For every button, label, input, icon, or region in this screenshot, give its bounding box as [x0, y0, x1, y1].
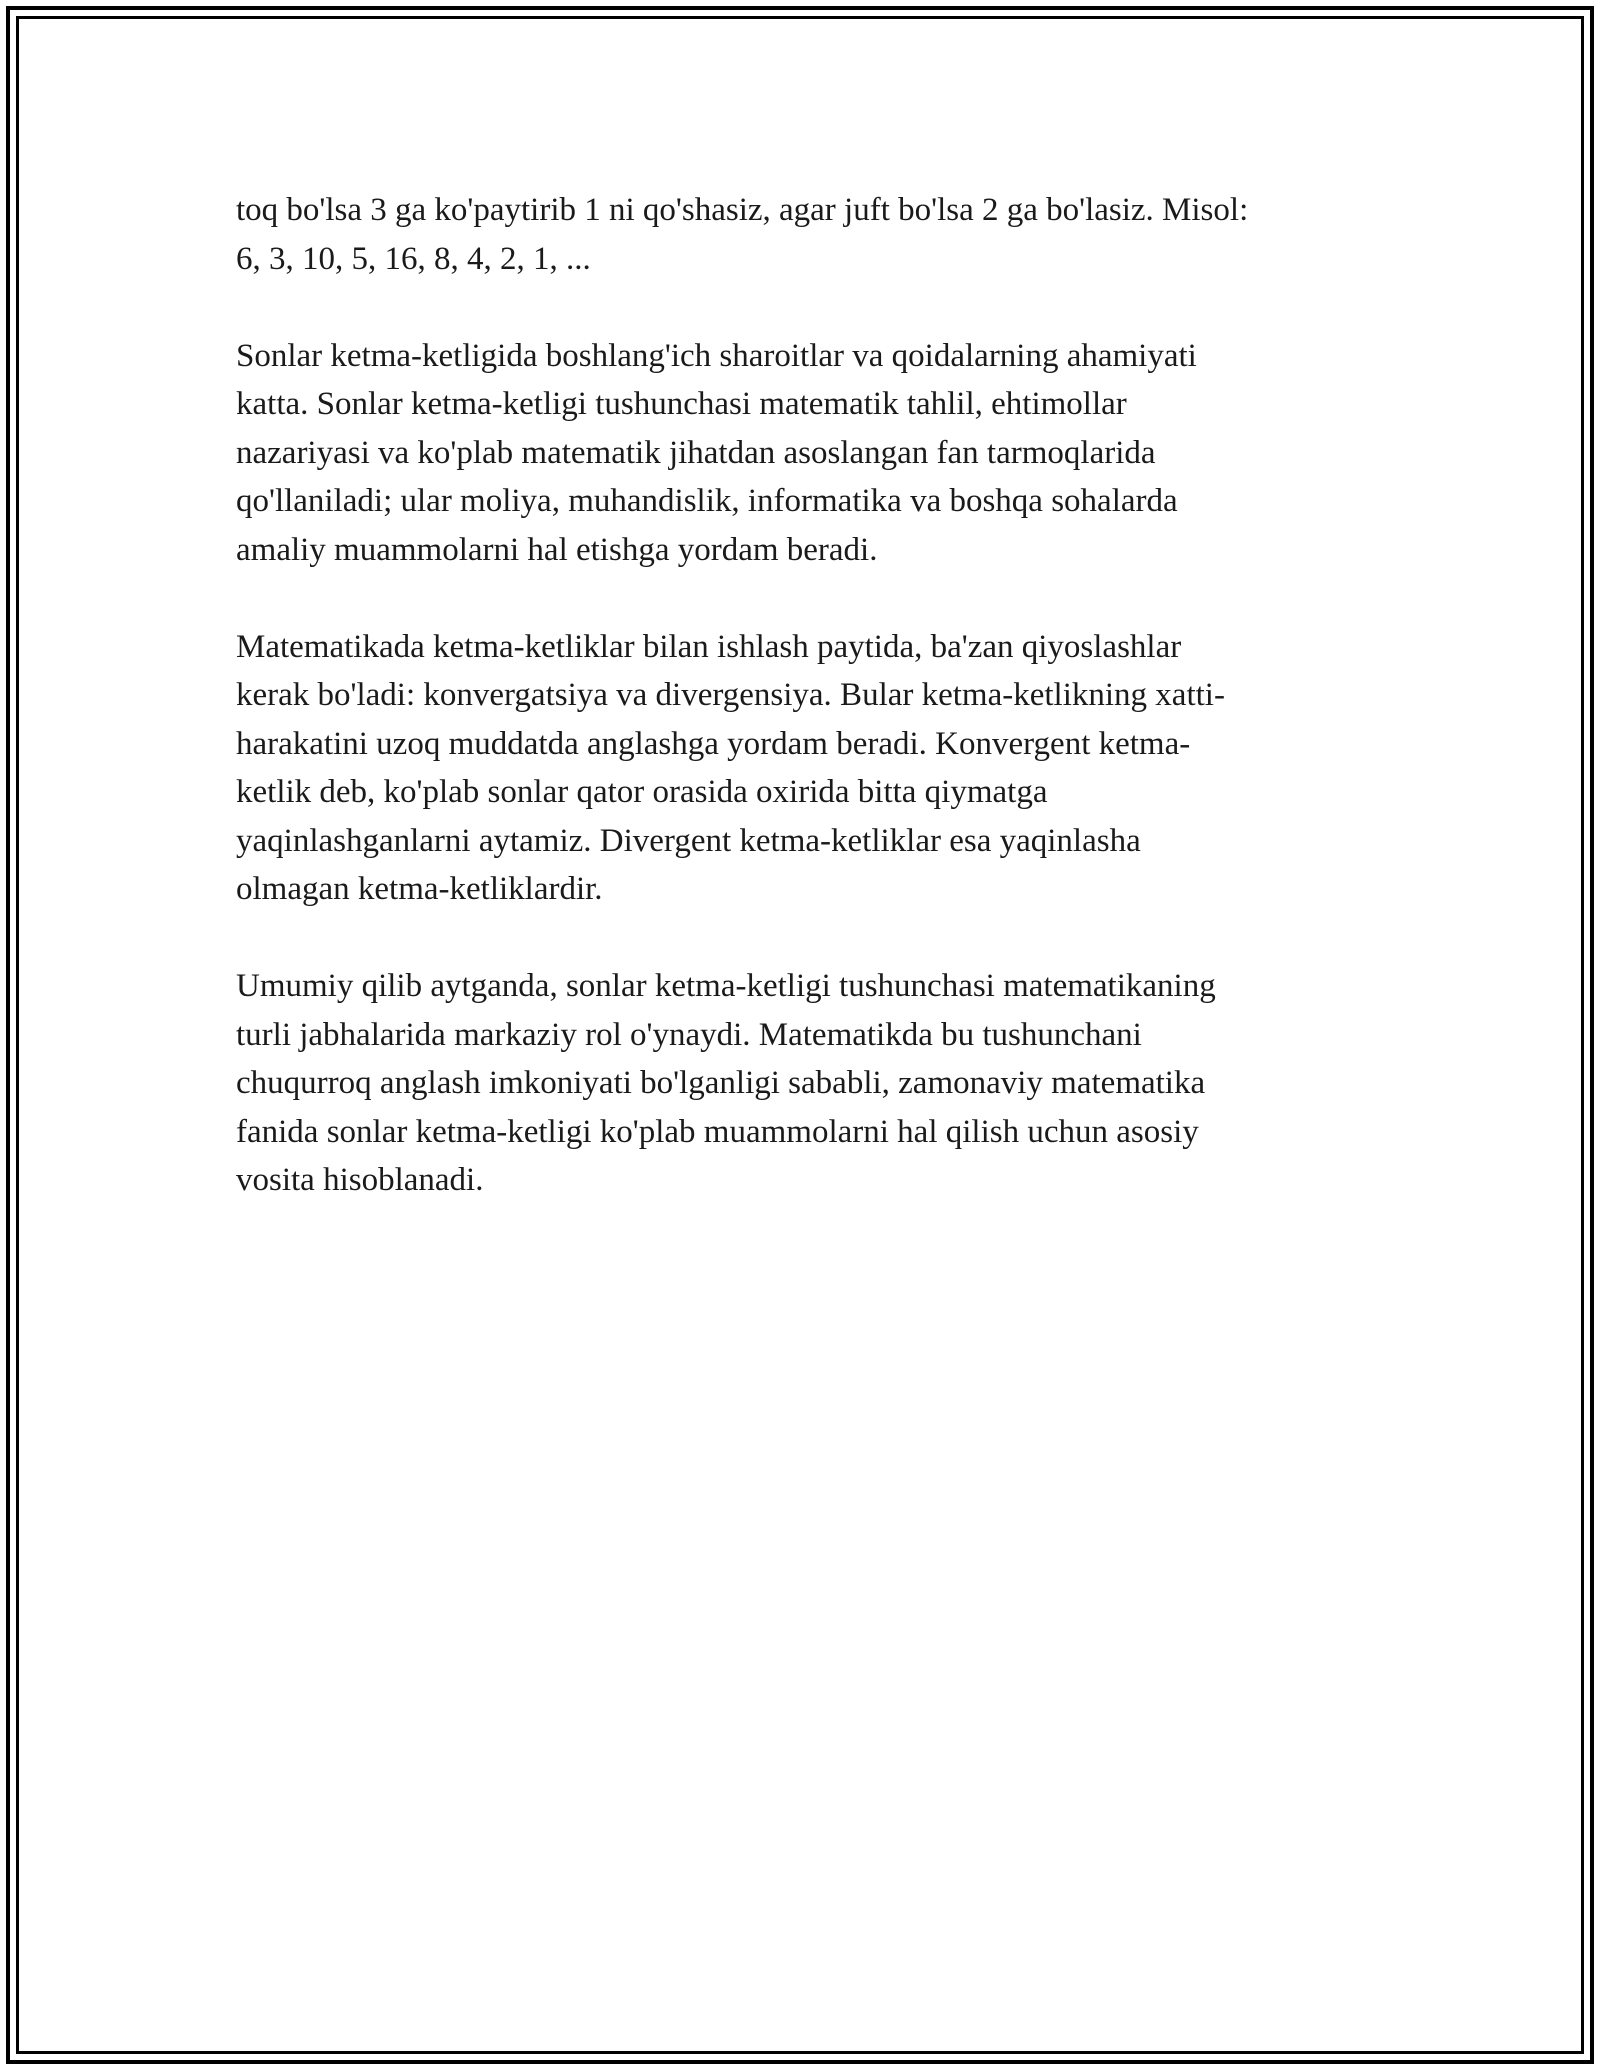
text-line: harakatini uzoq muddatda anglashga yordam beradi. Konvergent ketma- — [236, 725, 1191, 762]
paragraph-3 — [236, 623, 1386, 914]
text-line: amaliy muammolarni hal etishga yordam beradi. — [236, 531, 878, 568]
text-line: kerak bo'ladi: konvergatsiya va divergensiya. Bular ketma-ketlikning xatti- — [236, 677, 1225, 713]
text-line: olmagan ketma-ketliklardir. — [236, 871, 603, 907]
text-line: chuqurroq anglash imkoniyati bo'lganligi sababli, zamonaviy matematika — [236, 1065, 1206, 1101]
text-line: katta. Sonlar ketma-ketligi tushunchasi matematik tahlil, ehtimollar — [236, 386, 1127, 422]
text-line: Umumiy qilib aytganda, sonlar ketma-ketligi tushunchasi matematikaning — [236, 968, 1216, 1004]
text-line: yaqinlashganlarni aytamiz. Divergent ketma-ketliklar esa yaqinlasha — [236, 822, 1141, 859]
paragraph-4 — [236, 962, 1386, 1205]
text-line: toq bo'lsa 3 ga ko'paytirib 1 ni qo'shasiz, agar juft bo'lsa 2 ga bo'lasiz. Misol: — [236, 192, 1249, 228]
text-line: Sonlar ketma-ketligida boshlang'ich sharoitlar va qoidalarning ahamiyati — [236, 337, 1197, 374]
text-line: Matematikada ketma-ketliklar bilan ishlash paytida, ba'zan qiyoslashlar — [236, 628, 1182, 665]
text-line: turli jabhalarida markaziy rol o'ynaydi. Matematikda bu tushunchani — [236, 1016, 1142, 1053]
text-line: 6, 3, 10, 5, 16, 8, 4, 2, 1, ... — [236, 240, 591, 277]
paragraph-2 — [236, 332, 1386, 575]
document-body — [236, 186, 1386, 1205]
text-line: ketlik deb, ko'plab sonlar qator orasida oxirida bitta qiymatga — [236, 774, 1048, 810]
paragraph-1 — [236, 186, 1386, 283]
text-line: qo'llaniladi; ular moliya, muhandislik, informatika va boshqa sohalarda — [236, 483, 1178, 519]
text-line: nazariyasi va ko'plab matematik jihatdan asoslangan fan tarmoqlarida — [236, 434, 1156, 471]
text-line: fanida sonlar ketma-ketligi ko'plab muammolarni hal qilish uchun asosiy — [236, 1113, 1199, 1150]
text-line: vosita hisoblanadi. — [236, 1162, 484, 1198]
